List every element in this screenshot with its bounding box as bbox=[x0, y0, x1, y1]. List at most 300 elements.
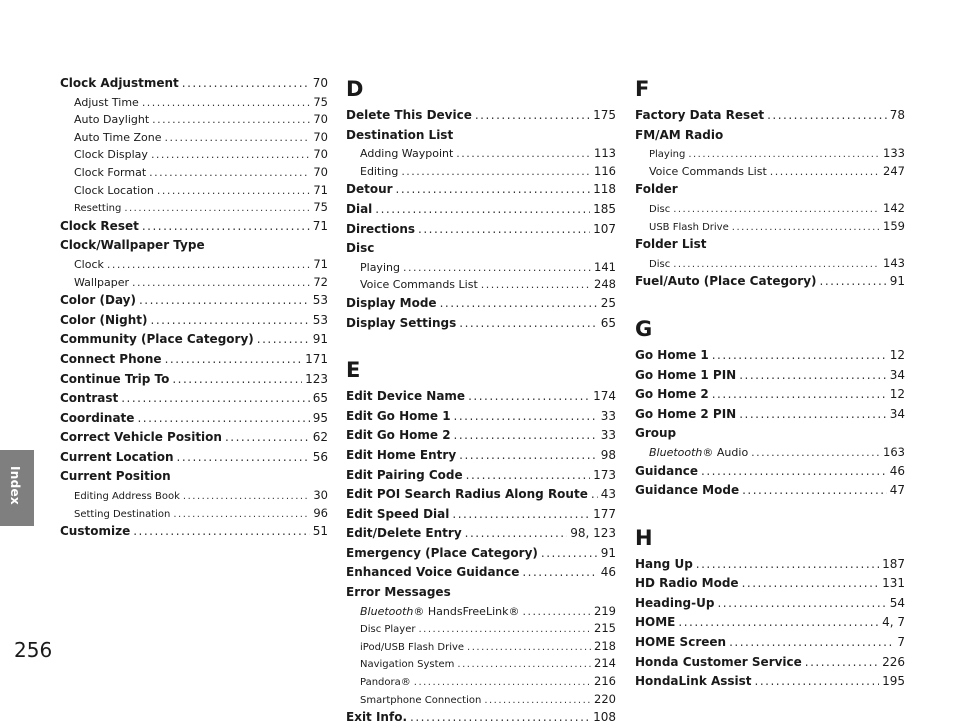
index-entry bbox=[346, 544, 616, 564]
entry-label: Clock Adjustment bbox=[60, 76, 179, 90]
entry-page-ref: 12 bbox=[889, 347, 905, 362]
entry-page-ref: 123 bbox=[305, 371, 328, 386]
dot-leader bbox=[465, 524, 568, 544]
entry-page-ref: 75 bbox=[313, 200, 328, 215]
index-entry bbox=[635, 594, 905, 614]
entry-label: Adjust Time bbox=[74, 95, 139, 109]
entry-page-ref: 98 bbox=[600, 447, 616, 462]
entry-label-italic: Bluetooth® bbox=[360, 604, 425, 618]
section-gap bbox=[346, 333, 616, 347]
entry-label: Clock/Wallpaper Type bbox=[60, 238, 205, 253]
entry-page-ref: 33 bbox=[600, 428, 616, 443]
entry-page-ref: 71 bbox=[313, 182, 328, 197]
entry-label: Hang Up bbox=[635, 556, 693, 571]
index-entry-heading bbox=[60, 236, 328, 256]
dot-leader bbox=[739, 366, 887, 386]
entry-page-ref: 53 bbox=[312, 293, 328, 308]
entry-label: Edit Pairing Code bbox=[346, 467, 463, 482]
entry-label: Voice Commands List bbox=[649, 164, 767, 178]
index-entry bbox=[60, 217, 328, 237]
entry-label: Adding Waypoint bbox=[360, 147, 454, 161]
dot-leader bbox=[142, 94, 311, 112]
dot-leader bbox=[107, 256, 310, 274]
entry-label: Edit POI Search Radius Along Route bbox=[346, 487, 588, 502]
entry-page-ref: 51 bbox=[312, 524, 328, 539]
index-entry-heading bbox=[60, 467, 328, 487]
index-entry bbox=[60, 389, 328, 409]
entry-label: Heading-Up bbox=[635, 595, 715, 610]
index-subentry bbox=[346, 620, 616, 638]
entry-label: Edit Speed Dial bbox=[346, 506, 450, 521]
entry-page-ref: 163 bbox=[883, 444, 905, 459]
entry-page-ref: 34 bbox=[889, 406, 905, 421]
entry-page-ref: 141 bbox=[594, 259, 616, 274]
entry-label: Honda Customer Service bbox=[635, 654, 802, 669]
entry-page-ref: 175 bbox=[593, 108, 616, 122]
entry-label: Playing bbox=[649, 149, 686, 161]
entry-page-ref: 62 bbox=[312, 430, 328, 445]
entry-label: FM/AM Radio bbox=[635, 127, 724, 142]
entry-page-ref: 131 bbox=[882, 576, 905, 591]
dot-leader bbox=[157, 182, 310, 200]
dot-leader bbox=[151, 146, 310, 164]
section-gap bbox=[635, 292, 905, 306]
dot-leader bbox=[414, 674, 591, 692]
index-entry bbox=[346, 485, 616, 505]
index-subentry bbox=[60, 164, 328, 182]
index-letter-heading: G bbox=[635, 316, 653, 341]
index-entry bbox=[60, 428, 328, 448]
index-entry bbox=[635, 106, 905, 126]
entry-label: Group bbox=[635, 426, 677, 441]
entry-label: Playing bbox=[360, 260, 400, 274]
entry-page-ref: 98, 123 bbox=[570, 526, 616, 541]
dot-leader bbox=[457, 656, 591, 674]
entry-label: Edit Go Home 1 bbox=[346, 408, 451, 423]
dot-leader bbox=[173, 506, 310, 524]
dot-leader bbox=[418, 621, 591, 639]
entry-page-ref: 118 bbox=[593, 182, 616, 197]
entry-label: Factory Data Reset bbox=[635, 108, 765, 122]
index-entry bbox=[346, 446, 616, 466]
index-subentry bbox=[60, 274, 328, 292]
entry-page-ref: 219 bbox=[594, 603, 616, 618]
index-subentry bbox=[346, 655, 616, 673]
index-entry-heading bbox=[346, 583, 616, 603]
dot-leader bbox=[164, 129, 310, 147]
entry-label: Edit Home Entry bbox=[346, 447, 457, 462]
index-entry bbox=[346, 106, 616, 126]
dot-leader bbox=[739, 405, 887, 425]
entry-label-rest: Audio bbox=[713, 445, 749, 459]
dot-leader bbox=[257, 330, 310, 350]
dot-leader bbox=[396, 180, 591, 200]
entry-page-ref: 34 bbox=[889, 367, 905, 382]
dot-leader bbox=[755, 672, 880, 692]
dot-leader bbox=[452, 505, 590, 525]
entry-label: Auto Time Zone bbox=[74, 130, 162, 144]
index-entry bbox=[635, 366, 905, 386]
entry-label: Emergency (Place Category) bbox=[346, 545, 538, 560]
entry-page-ref: 133 bbox=[883, 146, 905, 161]
index-letter-heading: F bbox=[635, 77, 650, 101]
index-subentry bbox=[60, 146, 328, 164]
dot-leader bbox=[182, 74, 310, 94]
dot-leader bbox=[440, 294, 598, 314]
dot-leader bbox=[165, 350, 303, 370]
entry-label: HOME Screen bbox=[635, 635, 727, 650]
entry-label: Disc bbox=[649, 258, 671, 270]
index-entry bbox=[346, 180, 616, 200]
dot-leader bbox=[459, 446, 598, 466]
index-entry bbox=[346, 505, 616, 525]
entry-page-ref: 215 bbox=[594, 621, 616, 636]
entry-page-ref: 185 bbox=[593, 201, 616, 216]
index-entry bbox=[635, 272, 905, 292]
index-entry bbox=[635, 653, 905, 673]
entry-label: Auto Daylight bbox=[74, 113, 150, 127]
dot-leader bbox=[459, 314, 597, 334]
entry-page-ref: 171 bbox=[305, 351, 328, 366]
entry-label: Display Mode bbox=[346, 295, 437, 310]
index-subentry bbox=[346, 673, 616, 691]
index-subentry bbox=[635, 163, 905, 181]
entry-label: Clock Location bbox=[74, 183, 154, 197]
index-entry bbox=[60, 291, 328, 311]
index-entry-heading bbox=[635, 235, 905, 255]
entry-label: Clock Reset bbox=[60, 218, 139, 233]
entry-label: HondaLink Assist bbox=[635, 674, 752, 689]
entry-label: HD Radio Mode bbox=[635, 576, 739, 591]
index-entry bbox=[346, 524, 616, 544]
index-subentry bbox=[60, 94, 328, 112]
index-entry bbox=[346, 314, 616, 334]
entry-page-ref: 71 bbox=[313, 256, 328, 271]
entry-page-ref: 247 bbox=[883, 163, 905, 178]
dot-leader bbox=[673, 256, 880, 274]
index-subentry bbox=[60, 487, 328, 505]
index-entry bbox=[60, 330, 328, 350]
dot-leader bbox=[152, 111, 310, 129]
dot-leader bbox=[767, 106, 887, 126]
dot-leader bbox=[696, 555, 879, 575]
entry-label: Navigation System bbox=[360, 659, 455, 671]
entry-label: Smartphone Connection bbox=[360, 694, 482, 706]
entry-label: HOME bbox=[635, 615, 676, 630]
dot-leader bbox=[456, 145, 591, 163]
entry-label: Editing Address Book bbox=[74, 491, 180, 503]
index-entry bbox=[60, 370, 328, 390]
dot-leader bbox=[410, 708, 590, 728]
entry-label: Disc Player bbox=[360, 624, 416, 636]
entry-page-ref: 54 bbox=[889, 595, 905, 610]
index-entry bbox=[60, 409, 328, 429]
dot-leader bbox=[403, 259, 591, 277]
entry-label: Current Position bbox=[60, 469, 171, 484]
index-entry-heading bbox=[635, 180, 905, 200]
dot-leader bbox=[183, 488, 310, 506]
entry-page-ref: 226 bbox=[882, 654, 905, 669]
index-letter-heading: D bbox=[346, 77, 364, 101]
entry-label bbox=[649, 444, 748, 462]
index-entry bbox=[346, 708, 616, 728]
dot-leader bbox=[484, 692, 591, 710]
dot-leader bbox=[401, 163, 591, 181]
dot-leader bbox=[522, 563, 597, 583]
entry-label: Disc bbox=[346, 241, 375, 256]
index-entry bbox=[346, 466, 616, 486]
entry-label: Destination List bbox=[346, 127, 454, 142]
entry-label: Clock bbox=[74, 257, 104, 271]
index-subentry bbox=[635, 218, 905, 236]
entry-page-ref: 46 bbox=[600, 565, 616, 580]
entry-label: Edit Go Home 2 bbox=[346, 428, 451, 443]
index-letter-heading: H bbox=[635, 525, 653, 550]
index-subentry bbox=[635, 444, 905, 462]
index-entry bbox=[635, 462, 905, 482]
entry-label: Community (Place Category) bbox=[60, 332, 254, 347]
entry-label: Folder List bbox=[635, 237, 707, 252]
entry-page-ref: 70 bbox=[313, 112, 328, 127]
entry-label: Wallpaper bbox=[74, 275, 130, 289]
dot-leader bbox=[177, 448, 310, 468]
index-subentry bbox=[346, 691, 616, 709]
index-letter-heading: E bbox=[346, 358, 361, 383]
entry-label: Customize bbox=[60, 524, 131, 539]
entry-label: Disc bbox=[649, 203, 671, 215]
entry-label: Color (Night) bbox=[60, 312, 148, 327]
entry-label: Go Home 1 bbox=[635, 347, 709, 362]
dot-leader bbox=[729, 633, 894, 653]
entry-page-ref: 12 bbox=[889, 387, 905, 402]
entry-label: Voice Commands List bbox=[360, 278, 478, 292]
entry-page-ref: 70 bbox=[312, 76, 328, 90]
index-subentry bbox=[635, 145, 905, 163]
entry-label: iPod/USB Flash Drive bbox=[360, 641, 465, 653]
index-column-2 bbox=[346, 72, 616, 728]
index-entry bbox=[346, 220, 616, 240]
index-entry bbox=[635, 346, 905, 366]
dot-leader bbox=[124, 200, 310, 218]
entry-page-ref: 47 bbox=[889, 483, 905, 498]
entry-label: Error Messages bbox=[346, 585, 451, 600]
index-subentry bbox=[346, 638, 616, 656]
index-column-1 bbox=[60, 74, 328, 542]
index-entry bbox=[635, 613, 905, 633]
dot-leader bbox=[742, 574, 880, 594]
entry-label: Correct Vehicle Position bbox=[60, 430, 222, 445]
index-subentry bbox=[635, 255, 905, 273]
index-entry bbox=[60, 311, 328, 331]
entry-label: Setting Destination bbox=[74, 508, 171, 520]
index-entry-heading bbox=[346, 126, 616, 146]
entry-page-ref: 33 bbox=[600, 408, 616, 423]
entry-label: Clock Display bbox=[74, 148, 148, 162]
entry-label bbox=[360, 603, 519, 621]
entry-label: Go Home 2 bbox=[635, 387, 709, 402]
dot-leader bbox=[468, 387, 590, 407]
index-entry bbox=[346, 294, 616, 314]
entry-page-ref: 56 bbox=[312, 449, 328, 464]
entry-page-ref: 70 bbox=[313, 164, 328, 179]
entry-label: Folder bbox=[635, 182, 678, 197]
entry-page-ref: 177 bbox=[593, 506, 616, 521]
entry-label: Fuel/Auto (Place Category) bbox=[635, 274, 817, 289]
dot-leader bbox=[139, 291, 310, 311]
dot-leader bbox=[454, 426, 598, 446]
index-entry bbox=[346, 426, 616, 446]
entry-label: Detour bbox=[346, 182, 393, 197]
entry-label: Contrast bbox=[60, 391, 119, 406]
entry-page-ref: 116 bbox=[594, 163, 616, 178]
entry-page-ref: 216 bbox=[594, 674, 616, 689]
dot-leader bbox=[701, 462, 887, 482]
entry-page-ref: 96 bbox=[313, 505, 328, 520]
dot-leader bbox=[454, 407, 598, 427]
index-subentry bbox=[60, 129, 328, 147]
dot-leader bbox=[225, 428, 310, 448]
index-subentry bbox=[346, 163, 616, 181]
entry-label: Clock Format bbox=[74, 165, 147, 179]
entry-label: Editing bbox=[360, 164, 399, 178]
dot-leader bbox=[688, 146, 880, 164]
dot-leader bbox=[137, 409, 309, 429]
index-entry bbox=[60, 74, 328, 94]
entry-page-ref: 218 bbox=[594, 638, 616, 653]
entry-label: Coordinate bbox=[60, 410, 135, 425]
index-subentry bbox=[346, 259, 616, 277]
entry-page-ref: 78 bbox=[889, 108, 905, 122]
index-entry bbox=[346, 387, 616, 407]
entry-page-ref: 107 bbox=[593, 221, 616, 236]
dot-leader bbox=[418, 220, 590, 240]
dot-leader bbox=[172, 370, 302, 390]
entry-page-ref: 43 bbox=[600, 487, 616, 502]
entry-page-ref: 91 bbox=[600, 545, 616, 560]
entry-label: Go Home 2 PIN bbox=[635, 406, 737, 421]
entry-label: Delete This Device bbox=[346, 108, 472, 122]
index-entry bbox=[60, 350, 328, 370]
entry-label: Edit Device Name bbox=[346, 389, 466, 404]
index-entry bbox=[635, 672, 905, 692]
dot-leader bbox=[591, 485, 598, 505]
index-column-3 bbox=[635, 72, 905, 692]
entry-page-ref: 173 bbox=[593, 467, 616, 482]
dot-leader bbox=[751, 444, 880, 462]
entry-page-ref: 7 bbox=[897, 635, 905, 650]
entry-label: Exit Info. bbox=[346, 710, 407, 725]
entry-page-ref: 248 bbox=[594, 277, 616, 292]
dot-leader bbox=[712, 346, 887, 366]
dot-leader bbox=[121, 389, 309, 409]
dot-leader bbox=[481, 276, 591, 294]
entry-page-ref: 75 bbox=[313, 94, 328, 109]
entry-page-ref: 72 bbox=[313, 274, 328, 289]
entry-page-ref: 53 bbox=[312, 312, 328, 327]
index-entry bbox=[635, 574, 905, 594]
entry-label: Display Settings bbox=[346, 315, 457, 330]
entry-label: Go Home 1 PIN bbox=[635, 367, 737, 382]
entry-label: Connect Phone bbox=[60, 351, 162, 366]
index-entry bbox=[60, 448, 328, 468]
entry-page-ref: 65 bbox=[312, 391, 328, 406]
entry-label: Guidance bbox=[635, 463, 698, 478]
entry-page-ref: 4, 7 bbox=[882, 615, 905, 630]
index-entry bbox=[346, 563, 616, 583]
index-entry bbox=[635, 405, 905, 425]
index-entry bbox=[346, 200, 616, 220]
entry-label: Current Location bbox=[60, 449, 174, 464]
dot-leader bbox=[678, 613, 879, 633]
entry-label: Pandora® bbox=[360, 677, 411, 689]
dot-leader bbox=[467, 639, 591, 657]
index-subentry bbox=[60, 199, 328, 217]
dot-leader bbox=[151, 311, 310, 331]
index-entry bbox=[60, 522, 328, 542]
entry-page-ref: 113 bbox=[594, 146, 616, 161]
index-subentry bbox=[60, 256, 328, 274]
section-gap bbox=[635, 501, 905, 515]
entry-page-ref: 220 bbox=[594, 691, 616, 706]
dot-leader bbox=[742, 481, 887, 501]
index-entry bbox=[635, 633, 905, 653]
index-subentry bbox=[60, 505, 328, 523]
dot-leader bbox=[712, 385, 887, 405]
dot-leader bbox=[142, 217, 310, 237]
index-subentry bbox=[346, 145, 616, 163]
entry-label: Dial bbox=[346, 201, 373, 216]
entry-label-rest: HandsFreeLink® bbox=[424, 604, 520, 618]
index-subentry bbox=[346, 603, 616, 621]
entry-page-ref: 70 bbox=[313, 147, 328, 162]
entry-page-ref: 142 bbox=[883, 200, 905, 215]
index-entry bbox=[635, 481, 905, 501]
entry-label: Directions bbox=[346, 221, 416, 236]
dot-leader bbox=[475, 106, 590, 126]
entry-page-ref: 174 bbox=[593, 389, 616, 404]
entry-page-ref: 70 bbox=[313, 129, 328, 144]
entry-label: Continue Trip To bbox=[60, 371, 170, 386]
index-subentry bbox=[346, 276, 616, 294]
index-tab-label: Index bbox=[8, 466, 22, 505]
index-subentry bbox=[60, 182, 328, 200]
dot-leader bbox=[717, 594, 886, 614]
entry-page-ref: 91 bbox=[889, 274, 905, 289]
dot-leader bbox=[133, 522, 310, 542]
entry-page-ref: 25 bbox=[600, 295, 616, 310]
dot-leader bbox=[770, 163, 880, 181]
dot-leader bbox=[805, 653, 879, 673]
page-number: 256 bbox=[14, 638, 53, 662]
entry-label-italic: Bluetooth® bbox=[649, 445, 714, 459]
index-entry-heading bbox=[346, 239, 616, 259]
dot-leader bbox=[673, 201, 880, 219]
entry-label: Edit/Delete Entry bbox=[346, 526, 462, 541]
index-entry bbox=[635, 555, 905, 575]
index-entry bbox=[346, 407, 616, 427]
entry-page-ref: 187 bbox=[882, 556, 905, 571]
dot-leader bbox=[149, 164, 310, 182]
entry-page-ref: 65 bbox=[600, 315, 616, 330]
entry-page-ref: 195 bbox=[882, 674, 905, 689]
index-subentry bbox=[635, 200, 905, 218]
dot-leader bbox=[820, 272, 887, 292]
dot-leader bbox=[732, 219, 880, 237]
entry-page-ref: 30 bbox=[313, 488, 328, 503]
entry-page-ref: 143 bbox=[883, 255, 905, 270]
entry-page-ref: 95 bbox=[312, 410, 328, 425]
dot-leader bbox=[375, 200, 590, 220]
